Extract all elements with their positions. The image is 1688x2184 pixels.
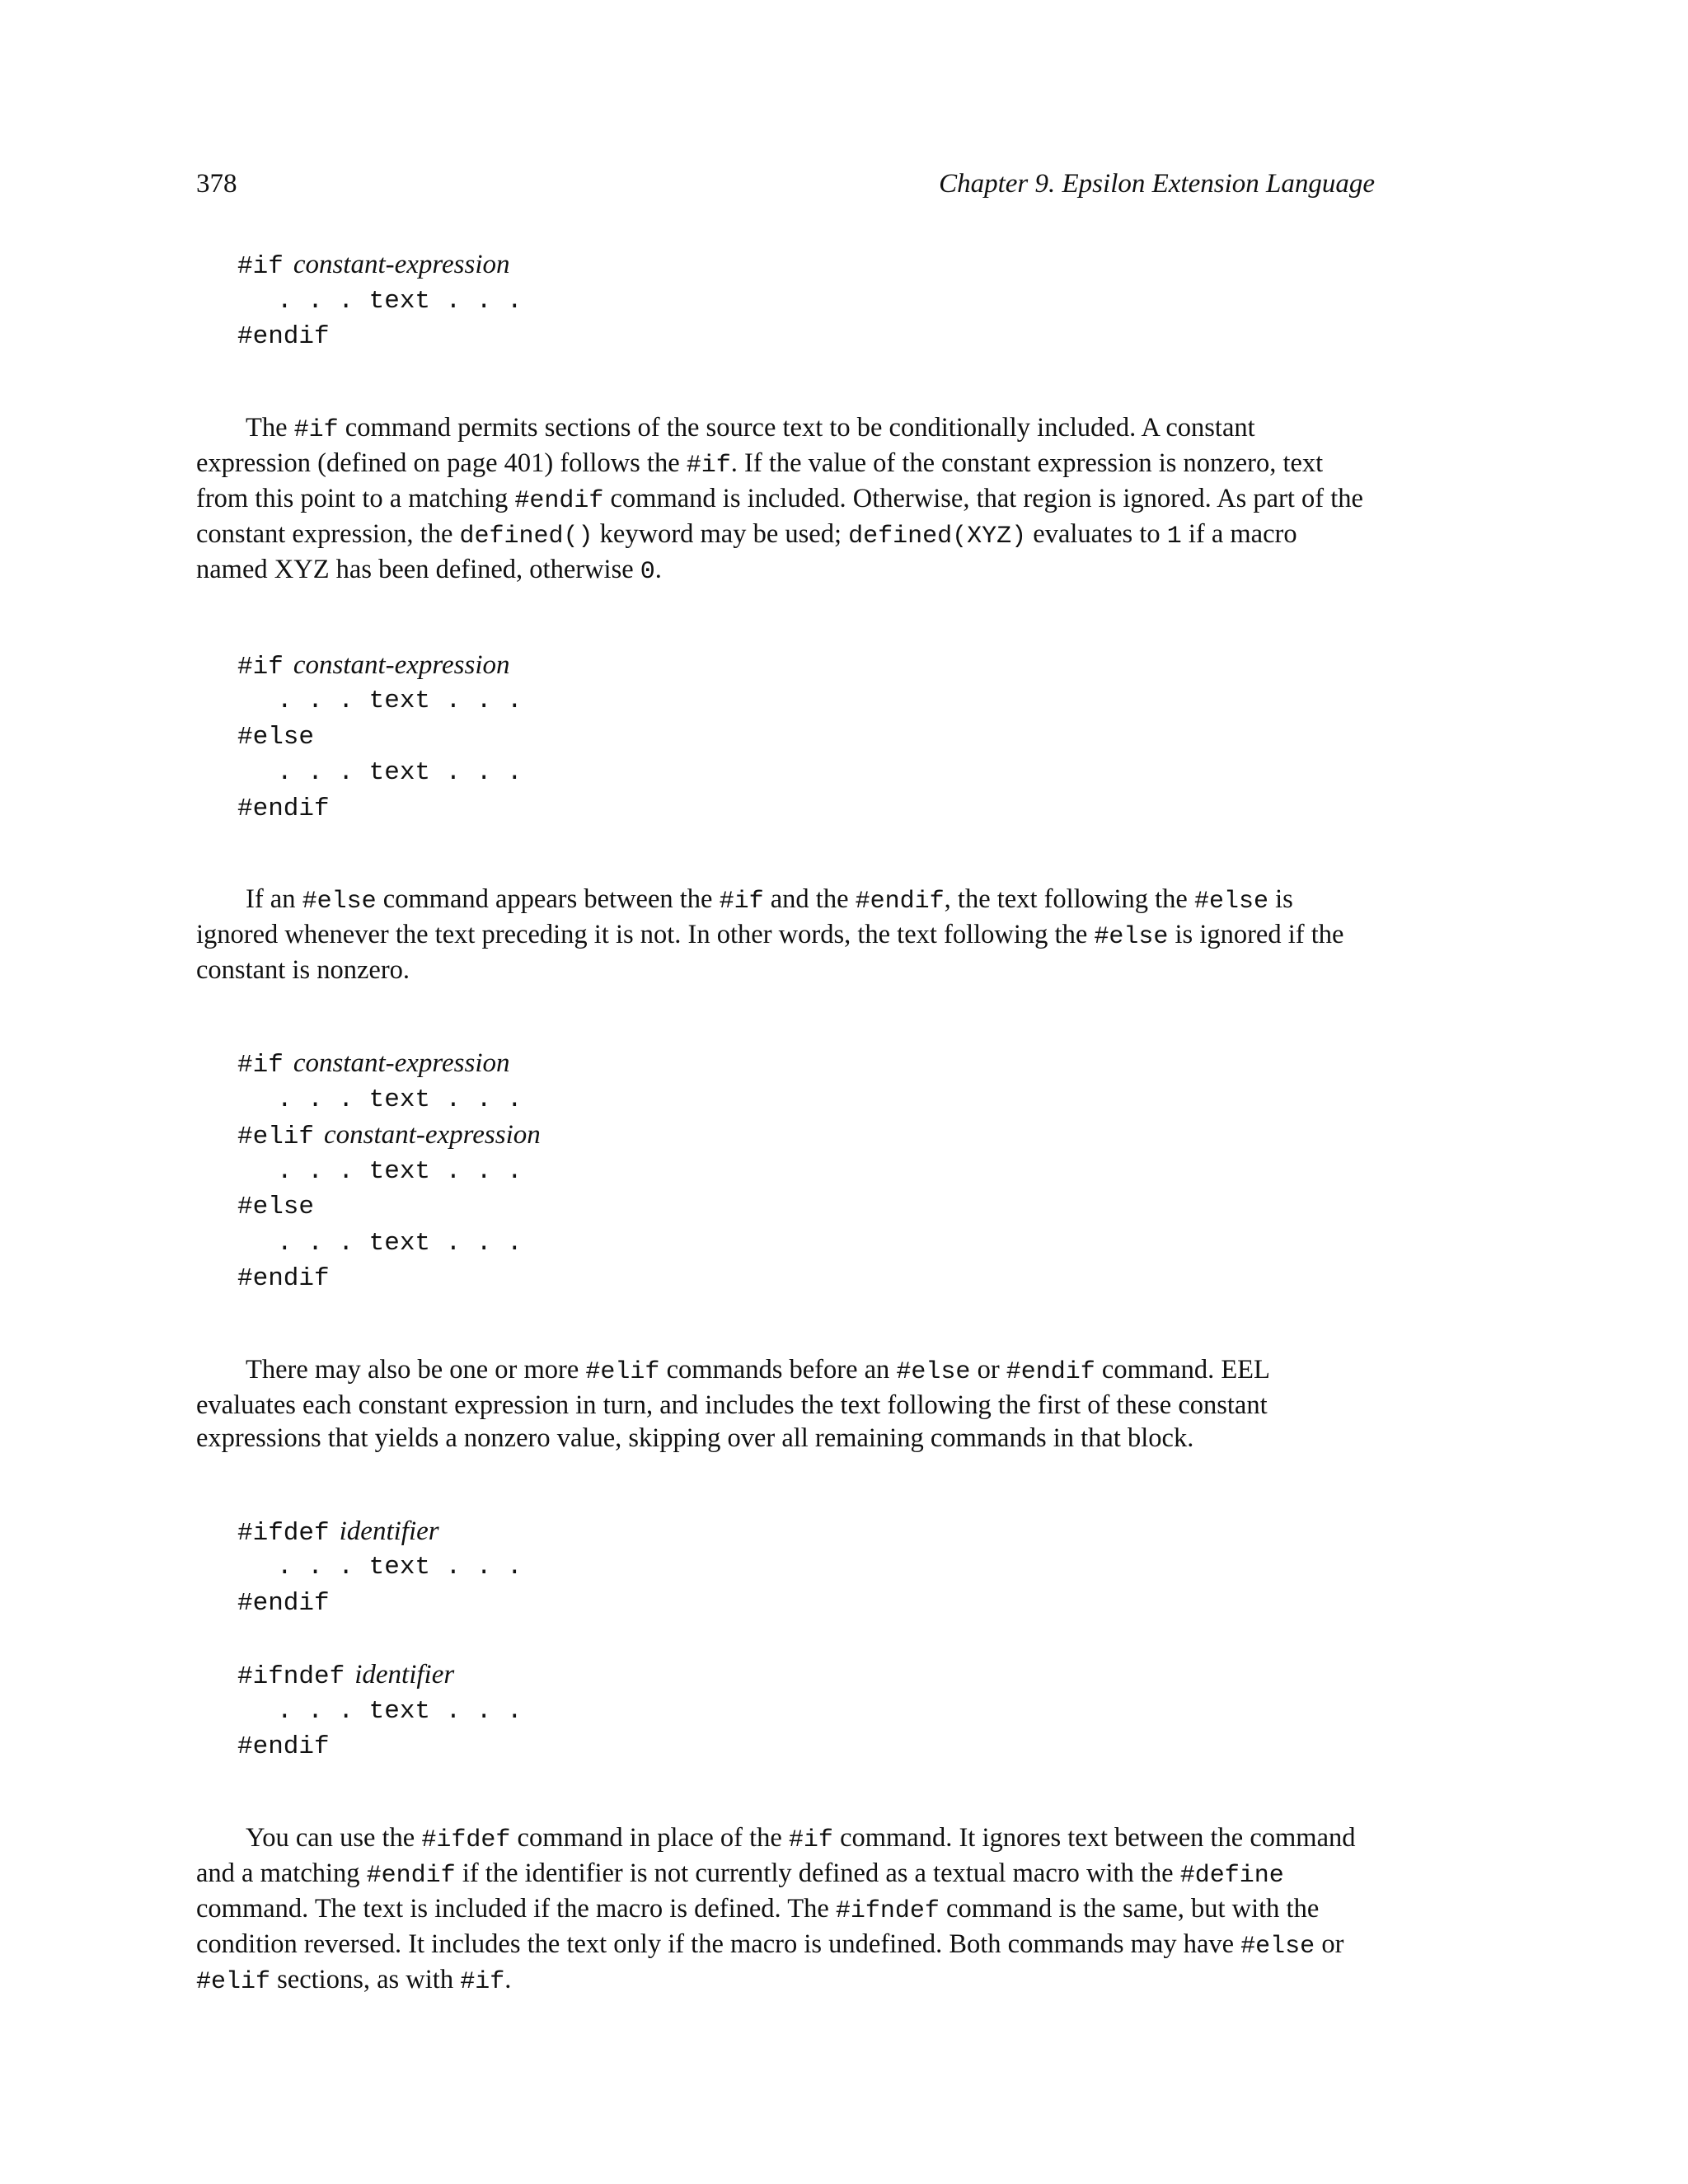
- inline-code: #ifdef: [421, 1825, 511, 1854]
- inline-code: 0: [640, 557, 655, 586]
- inline-code: #if: [293, 415, 339, 444]
- paragraph-elif: There may also be one or more #elif commands before an #else or #endif command. EEL evaluates each constant expression in turn, and includes the text following the first of these constant expressions that yields a nonzero value, skipping over all remaining commands in that block.: [196, 1354, 1269, 1453]
- ifdef-syntax-block: [237, 1514, 1375, 1622]
- inline-code: #if: [719, 888, 764, 916]
- code-command: #ifndef: [237, 1662, 345, 1691]
- inline-code: #endif: [1006, 1357, 1095, 1386]
- code-command: #if: [237, 652, 284, 682]
- code-command: #endif: [237, 1588, 330, 1618]
- code-text: . . . text . . .: [277, 286, 523, 316]
- paragraph-ifdef: You can use the #ifdef command in place of the #if command. It ignores text between the command and a matching #endif if the identifier is not currently defined as a textual macro with the #define command. The text is included if the macro is defined. The #ifndef command is the same, but with the condition reversed. It includes the text only if the macro is undefined. Both commands may have #else or #elif sections, as with #if.: [196, 1822, 1356, 1996]
- code-line: [237, 1549, 1375, 1586]
- code-text: . . . text . . .: [277, 1228, 523, 1258]
- inline-code: #elif: [585, 1357, 660, 1386]
- code-command: #ifdef: [237, 1518, 330, 1548]
- page-content: [196, 247, 1375, 1999]
- code-line: [237, 1261, 1375, 1297]
- code-line: [237, 1586, 1375, 1622]
- ifndef-syntax-block: [237, 1657, 1375, 1765]
- code-argument: constant-expression: [293, 1048, 510, 1078]
- paragraph-if: The #if command permits sections of the source text to be conditionally included. A constant expression (defined on page 401) follows the #if. If the value of the constant expression is nonzero, text from this point to a matching #endif command is included. Otherwise, that region is ignored. As part of the constant expression, the defined() keyword may be used; defined(XYZ) evaluates to 1 if a macro named XYZ has been defined, otherwise 0.: [196, 412, 1363, 586]
- inline-code: #endif: [855, 888, 945, 916]
- code-command: #if: [237, 1051, 284, 1080]
- code-line: [237, 1514, 1375, 1550]
- code-argument: identifier: [339, 1516, 439, 1546]
- if-syntax-block: [237, 247, 1375, 355]
- if-elif-syntax-block: [237, 1046, 1375, 1297]
- code-line: [237, 1729, 1375, 1765]
- inline-code: 1: [1166, 522, 1182, 551]
- code-line: [237, 648, 1375, 684]
- inline-code: #else: [1094, 923, 1169, 951]
- code-argument: constant-expression: [293, 649, 510, 680]
- code-command: #else: [237, 722, 315, 752]
- code-line: [237, 1189, 1375, 1226]
- code-command: #if: [237, 252, 284, 281]
- code-text: . . . text . . .: [277, 1085, 523, 1114]
- inline-code: #if: [788, 1825, 833, 1854]
- code-line: [237, 319, 1375, 355]
- code-command: #elif: [237, 1122, 315, 1151]
- code-line: [237, 284, 1375, 320]
- inline-code: #if: [460, 1967, 505, 1996]
- code-line: [237, 247, 1375, 284]
- running-head: Chapter 9. Epsilon Extension Language: [939, 169, 1375, 199]
- inline-code: #ifndef: [835, 1896, 940, 1925]
- code-command: #else: [237, 1193, 315, 1221]
- inline-code: #define: [1179, 1861, 1284, 1890]
- inline-code: #endif: [366, 1861, 456, 1890]
- code-line: [237, 719, 1375, 756]
- code-text: . . . text . . .: [277, 1553, 523, 1582]
- code-command: #endif: [237, 1732, 330, 1761]
- inline-code: #endif: [514, 486, 604, 515]
- inline-code: #else: [302, 888, 377, 916]
- code-text: . . . text . . .: [277, 687, 523, 715]
- code-line: [237, 755, 1375, 791]
- inline-code: #elif: [196, 1967, 271, 1996]
- code-command: #endif: [237, 794, 330, 823]
- page-header: [196, 169, 1375, 210]
- if-else-syntax-block: [237, 648, 1375, 827]
- inline-code: defined(): [459, 522, 593, 551]
- code-text: . . . text . . .: [277, 1156, 523, 1186]
- code-line: [237, 683, 1375, 719]
- code-command: #endif: [237, 322, 330, 351]
- code-text: . . . text . . .: [277, 1696, 523, 1726]
- inline-code: defined(XYZ): [848, 522, 1027, 551]
- inline-code: #else: [896, 1357, 971, 1386]
- code-line: [237, 1154, 1375, 1190]
- code-line: [237, 1118, 1375, 1154]
- paragraph-else: If an #else command appears between the #if and the #endif, the text following the #else is ignored whenever the text preceding it is not. In other words, the text following the #else is ignored if the constant is nonzero.: [196, 884, 1344, 985]
- code-line: [237, 1694, 1375, 1730]
- code-line: [237, 1226, 1375, 1262]
- code-command: #endif: [237, 1264, 330, 1293]
- code-argument: identifier: [354, 1660, 455, 1690]
- code-argument: constant-expression: [293, 250, 510, 279]
- code-line: [237, 1082, 1375, 1118]
- inline-code: #else: [1193, 888, 1268, 916]
- code-line: [237, 1046, 1375, 1082]
- code-line: [237, 791, 1375, 827]
- page-number: 378: [196, 169, 237, 199]
- code-argument: constant-expression: [324, 1120, 541, 1150]
- code-text: . . . text . . .: [277, 758, 523, 787]
- inline-code: #else: [1240, 1932, 1315, 1961]
- code-line: [237, 1657, 1375, 1694]
- inline-code: #if: [686, 451, 731, 480]
